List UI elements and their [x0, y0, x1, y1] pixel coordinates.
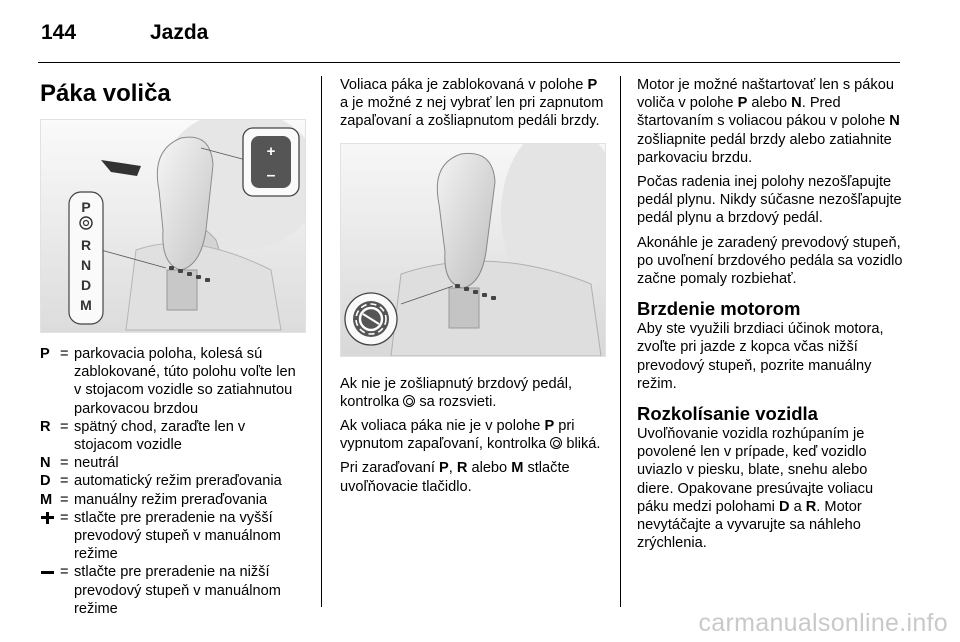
column-2: [340, 76, 606, 502]
gear-label-m: M: [80, 297, 92, 313]
definition-key: D: [40, 473, 51, 490]
paragraph-creep: Akonáhle je zaradený prevodový stupeň, po uvoľnení brzdového pedála sa vozidlo začne pomaly rozbiehať.: [637, 234, 903, 288]
brake-lamp-icon: [403, 395, 415, 407]
brake-lamp-icon: [550, 437, 562, 449]
definition-item: M = manuálny režim preraďovania: [40, 491, 306, 509]
definition-key: R: [40, 418, 51, 435]
definition-text: parkovacia poloha, kolesá sú zablokované, túto polohu voľte len v stojacom vozidle so zatiahnutou parkovacou brzdou: [74, 346, 296, 417]
section-title: Páka voliča: [40, 80, 171, 107]
definition-text: neutrál: [74, 455, 119, 472]
column-3: [637, 76, 905, 558]
definition-item: P = parkovacia poloha, kolesá sú zablokované, túto polohu voľte len v stojacom vozidle so zatiahnutou parkovacou brzdou: [40, 345, 306, 418]
chapter-title: Jazda: [150, 21, 209, 44]
definition-item: = stlačte pre preradenie na vyšší prevodový stupeň v manuálnom režime: [40, 509, 306, 564]
gear-label-d: D: [80, 277, 92, 293]
definition-text: automatický režim preraďovania: [74, 473, 282, 490]
paragraph-indicator-blink: Ak voliaca páka nie je v polohe P pri vypnutom zapaľovaní, kontrolka bliká.: [340, 418, 601, 453]
plus-icon: [40, 509, 60, 564]
paragraph-throttle: Počas radenia inej polohy nezošľapujte pedál plynu. Nikdy súčasne nezošľapujte pedál plynu a brzdový pedál.: [637, 174, 902, 227]
page-number: 144: [41, 21, 77, 44]
gear-label-r: R: [80, 237, 92, 253]
watermark: carmanualsonline.info: [698, 609, 948, 637]
svg-text:+: +: [266, 143, 276, 160]
definition-item: = stlačte pre preradenie na nižší prevodový stupeň v manuálnom režime: [40, 563, 306, 618]
paragraph-start: Motor je možné naštartovať len s pákou voliča v polohe P alebo N. Pred štartovaním s voliacou pákou v polohe N zošliapnite pedál brzdy alebo zatiahnite parkovaciu brzdu.: [637, 77, 900, 166]
column-divider-2: [620, 76, 621, 607]
paragraph-lock: Voliaca páka je zablokovaná v polohe P a je možné z nej vybrať len pri zapnutom zapaľovaní a zošliapnutom pedáli brzdy.: [340, 77, 604, 130]
paragraph-engine-braking: Aby ste využili brzdiaci účinok motora, zvoľte pri jazde z kopca včas nižší prevodový stupeň, pozrite manuálny režim.: [637, 321, 884, 392]
column-1: [40, 76, 306, 618]
definition-key: M: [40, 491, 53, 508]
definition-item: R = spätný chod, zaraďte len v stojacom vozidle: [40, 418, 306, 454]
definition-text: manuálny režim preraďovania: [74, 491, 268, 508]
definition-text: spätný chod, zaraďte len v stojacom vozidle: [74, 418, 246, 454]
paragraph-release-button: Pri zaraďovaní P, R alebo M stlačte uvoľňovacie tlačidlo.: [340, 460, 570, 495]
subheading-rocking: Rozkolísanie vozidla: [637, 403, 818, 425]
definition-key: P: [40, 346, 50, 362]
gear-label-n: N: [80, 257, 92, 273]
paragraph-rocking: Uvoľňovanie vozidla rozhúpaním je povolené len v prípade, keď vozidlo uviazlo v piesku, blate, snehu alebo diere. Opakovane presúvajte voliacu páku medzi polohami D a R. Motor nevytáčajte a vyvarujte sa náhleho zrýchlenia.: [637, 426, 874, 552]
brake-indicator-figure: [340, 143, 606, 357]
subheading-engine-braking: Brzdenie motorom: [637, 298, 801, 320]
definition-text: stlačte pre preradenie na vyšší prevodový stupeň v manuálnom režime: [74, 509, 281, 563]
minus-icon: [40, 563, 60, 618]
definition-item: N = neutrál: [40, 454, 306, 472]
page-header: [38, 18, 900, 63]
definition-item: D = automatický režim preraďovania: [40, 472, 306, 490]
definition-key: N: [40, 455, 51, 472]
position-definitions: [40, 345, 306, 618]
brake-indicator-illustration: [341, 144, 605, 356]
gear-selector-illustration: [41, 120, 305, 332]
column-divider-1: [321, 76, 322, 607]
definition-text: stlačte pre preradenie na nižší prevodový stupeň v manuálnom režime: [74, 564, 281, 617]
svg-text:–: –: [266, 167, 276, 184]
gear-selector-figure: [40, 119, 306, 333]
gear-label-p: P: [81, 199, 91, 215]
paragraph-indicator-on: Ak nie je zošliapnutý brzdový pedál, kontrolka sa rozsvieti.: [340, 375, 573, 410]
